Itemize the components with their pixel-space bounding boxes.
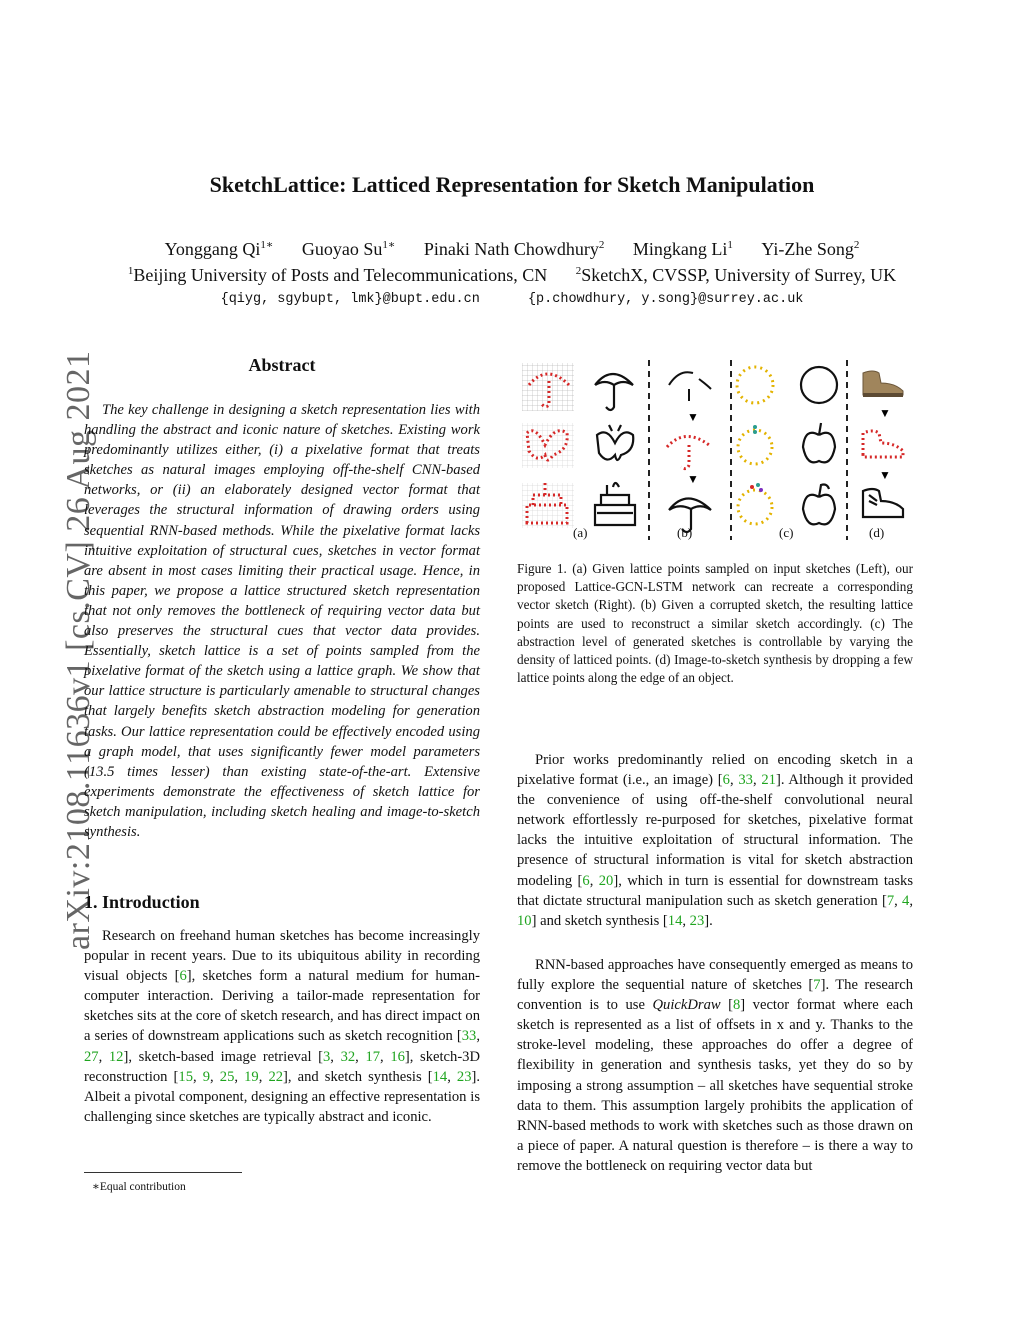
affiliations [0, 265, 1024, 286]
paper-title: SketchLattice: Latticed Representation for Sketch Manipulation [209, 172, 815, 197]
down-arrow-icon: ▼ [879, 468, 891, 482]
figure-1 [517, 355, 913, 545]
emails [0, 292, 1024, 307]
lattice-shoe-icon [863, 431, 903, 457]
abstract-text: The key challenge in designing a sketch representation lies with handling the abstract and iconic nature of sketches. Existing work predominantly utilizes either, (i) a pixelative format that treats sketches as natural images employing off-the-shelf CNN-based networks, or (ii) an elaborately designed vector format that leverages the structural information of drawing orders using sequential RNN-based methods. While the pixelative format lacks intuitive exploitation of structural cues, sketches in vector format are absent in most cases limiting their practical usage. Hence, in this paper, we propose a lattice structured sketch representation that not only removes the bottleneck of requiring vector data but also preserves the structural cues that vector data provides. Essentially, sketch lattice is a set of points sampled from the pixelative format of the sketch using a lattice graph. We show that our lattice structure is particularly amenable to structural changes that largely benefits sketch abstraction modeling for generation tasks. Our lattice representation could be effectively encoded using a graph model, that uses significantly fewer model parameters (13.5 times lesser) than existing state-of-the-art. Extensive experiments demonstrate the effectiveness of sketch lattice for sketch manipulation, including sketch healing and image-to-sketch synthesis. [84, 402, 480, 840]
lattice-cake-icon [522, 483, 574, 528]
citation-link[interactable]: 6 [179, 968, 187, 985]
citation-link[interactable]: 17 [365, 1048, 381, 1065]
down-arrow-icon: ▼ [879, 406, 891, 420]
email[interactable]: {p.chowdhury, y.song}@surrey.ac.uk [527, 292, 804, 307]
citation-link[interactable]: 15 [178, 1068, 194, 1085]
shoe-sketch-icon [863, 489, 903, 517]
citation-link[interactable]: 7 [886, 892, 895, 909]
lattice-umbrella-points-icon [667, 436, 709, 468]
author: Guoyao $Su^{1∗}$ [301, 239, 396, 259]
corrupted-umbrella-sketch-icon [669, 372, 711, 401]
citation-link[interactable]: 9 [202, 1068, 211, 1085]
body-paragraph: RNN-based approaches have consequently emerged as means to fully explore the sequential nature of sketches [7]. The research convention is to use QuickDraw [8] vector format where each sketch is represented as a list of offsets in x and y. Thanks to the stroke-level modeling, these approaches do offer a degree of flexibility in generation and synthesis tasks, yet they do so by imposing a strong assumption – all sketches have sequential stroke data to them. This assumption largely prohibits the application of RNN-based methods to work with sketches such as those drawn on a piece of paper. A natural question is therefore – is there a way to remove the bottleneck on requiring vector data but [517, 957, 914, 1174]
citation-link[interactable]: 23 [689, 912, 705, 929]
lattice-apple-icon [738, 425, 772, 464]
citation-link[interactable]: 33 [461, 1028, 477, 1045]
shoe-photo-icon [863, 371, 903, 397]
author: Yonggang $Qi^{1∗}$ [164, 239, 274, 259]
citation-link[interactable]: 23 [456, 1068, 472, 1085]
citation-link[interactable]: 7 [813, 977, 821, 994]
citation-link[interactable]: 14 [432, 1068, 448, 1085]
lattice-umbrella-icon [522, 363, 574, 411]
citation-link[interactable]: 22 [268, 1068, 284, 1085]
email[interactable]: {qiyg, sgybupt, lmk}@bupt.edu.cn [220, 292, 480, 307]
body-paragraph: Prior works predominantly relied on encoding sketch in a pixelative format (i.e., an image) [6, 33, 21]. Although it provided the convenience of using off-the-shelf convolutional neural network effortlessly re-purposed for sketches, pixelative format lacks the intuitive exploitation of structural information. The presence of structural information is vital for sketch abstraction modeling [6, 20], which in turn is essential for downstream tasks that dictate structural manipulation such as sketch generation [7, 4, 10] and sketch synthesis [14, 23]. [517, 752, 914, 929]
figure-caption: Figure 1. (a) Given lattice points sampled on input sketches (Left), our proposed Lattice-GCN-LSTM network can recreate a corresponding vector sketch (Right). (b) Given a corrupted sketch, the resulting lattice points are used to reconstruct a similar sketch accordingly. (c) The abstraction level of generated sketches is controllable by varying the density of latticed points. (d) Image-to-sketch synthesis by dropping a few lattice points along the edge of an object. [517, 561, 913, 686]
abstract-heading: Abstract [248, 355, 316, 375]
affiliation: $^1$Beijing University of Posts and Telecommunications, CN [127, 265, 548, 285]
citation-link[interactable]: 10 [517, 912, 532, 929]
citation-link[interactable]: 12 [108, 1048, 124, 1065]
section-heading: 1. Introduction [84, 892, 200, 912]
circle-sketch-icon [801, 367, 837, 403]
affiliation: $^2$SketchX, CVSSP, University of Surrey, UK [575, 265, 897, 285]
author: Yi-Zhe Song$^2$ [761, 239, 860, 259]
figure-label-a: (a) [573, 525, 588, 540]
author: Pinaki Nath Chowdhury$^2$ [423, 239, 605, 259]
down-arrow-icon: ▼ [687, 472, 699, 486]
author-list [0, 238, 1024, 260]
footnote-rule [84, 1172, 242, 1173]
intro-paragraph: Research on freehand human sketches has become increasingly popular in recent years. Due to its ubiquitous ability in recording visual objects [6], sketches form a natural medium for human-computer interaction. Deriving a tailor-made representation for sketches sits at the core of sketch research, and has direct impact on a series of downstream applications such as sketch recognition [33, 27, 12], sketch-based image retrieval [3, 32, 17, 16], sketch-3D reconstruction [15, 9, 25, 19, 22], and sketch synthesis [14, 23]. Albeit a pivotal component, designing an effective representation is challenging since sketches are typically abstract and iconic. [84, 928, 481, 1125]
down-arrow-icon: ▼ [687, 410, 699, 424]
footnote: ∗Equal contribution [92, 1181, 186, 1193]
citation-link[interactable]: 19 [244, 1068, 259, 1085]
citation-link[interactable]: 32 [340, 1048, 356, 1065]
figure-label-c: (c) [779, 525, 794, 540]
lattice-apple-dense-icon [738, 483, 772, 524]
umbrella-sketch-icon [595, 374, 633, 410]
citation-link[interactable]: 20 [598, 872, 614, 889]
citation-link[interactable]: 14 [667, 912, 683, 929]
apple-detailed-sketch-icon [803, 485, 835, 525]
citation-link[interactable]: 3 [322, 1048, 331, 1065]
figure-label-b: (b) [677, 525, 693, 540]
citation-link[interactable]: 6 [582, 872, 590, 889]
arxiv-id[interactable]: arXiv:2108.11636v1 [cs.CV] 26 Aug 2021 [60, 350, 97, 950]
figure-sketches [517, 355, 913, 545]
citation-link[interactable]: 6 [722, 772, 730, 789]
lattice-circle-icon [737, 367, 773, 403]
arxiv-watermark [24, 350, 97, 950]
dataset-name: QuickDraw [652, 997, 721, 1014]
citation-link[interactable]: 16 [390, 1048, 405, 1065]
author: Mingkang Li$^1$ [632, 239, 733, 259]
citation-link[interactable]: 25 [219, 1068, 235, 1085]
citation-link[interactable]: 8 [733, 997, 741, 1014]
citation-link[interactable]: 33 [738, 772, 753, 789]
apple-sketch-icon [803, 423, 835, 462]
citation-link[interactable]: 21 [761, 772, 776, 789]
citation-link[interactable]: 27 [84, 1048, 99, 1065]
figure-label-d: (d) [869, 525, 885, 540]
citation-link[interactable]: 4 [902, 892, 910, 909]
cake-sketch-icon [595, 483, 635, 525]
butterfly-sketch-icon [597, 425, 633, 460]
lattice-butterfly-icon [522, 423, 574, 468]
